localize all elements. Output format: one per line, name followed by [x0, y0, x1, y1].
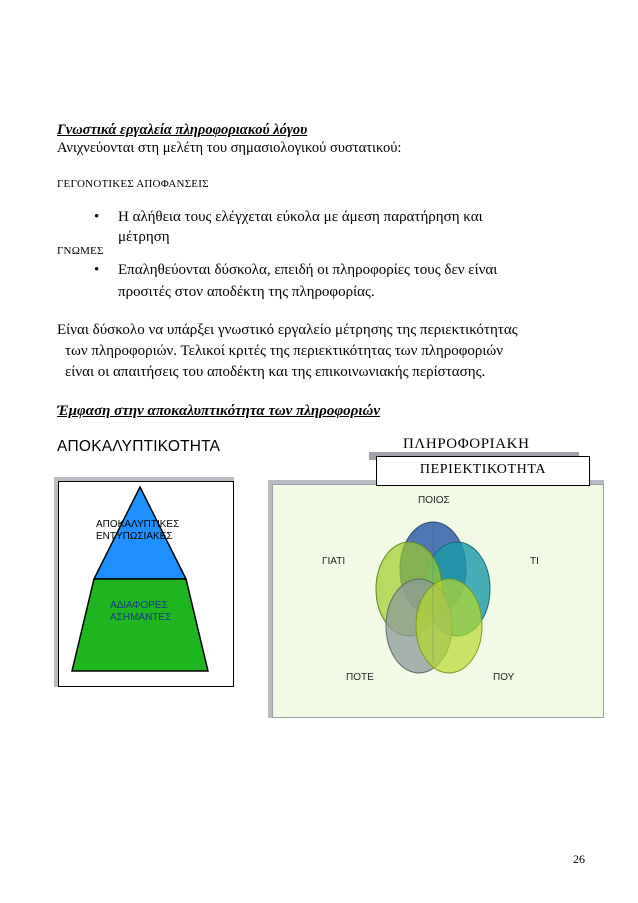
venn-label-why: ΓΙΑΤΙ — [322, 556, 346, 567]
section-heading: Γνωστικά εργαλεία πληροφοριακού λόγου — [57, 122, 308, 138]
opinions-label: ΓΝΩΜΕΣ — [57, 245, 104, 257]
pyramid-diagram — [58, 481, 234, 687]
venn-label-who: ΠΟΙΟΣ — [418, 495, 450, 506]
pyramid-bottom-section — [72, 579, 208, 671]
venn-label-when: ΠΟΤΕ — [346, 672, 374, 683]
bullet-dot: • — [94, 262, 100, 278]
paragraph-line2: των πληροφοριών. Τελικοί κριτές της περιεκτικότητας των πληροφοριών — [65, 343, 504, 359]
pyramid-top-label-2: ΕΝΤΥΠΩΣΙΑΚΕΣ — [96, 531, 173, 542]
paragraph-line1: Είναι δύσκολο να υπάρξει γνωστικό εργαλείο μέτρησης της περιεκτικότητας — [57, 322, 518, 338]
venn-label-where: ΠΟΥ — [493, 672, 515, 683]
left-diagram-title: ΑΠΟΚΑΛΥΠΤΙΚΟΤΗΤΑ — [57, 438, 221, 455]
facts-label: ΓΕΓΟΝΟΤΙΚΕΣ ΑΠΟΦΑΝΣΕΙΣ — [57, 178, 209, 190]
emphasis-heading: Έμφαση στην αποκαλυπτικότητα των πληροφοριών — [57, 403, 381, 419]
opinion-bullet-line1: Επαληθεύονται δύσκολα, επειδή οι πληροφορίες τους δεν είναι — [118, 262, 498, 278]
pyramid-bottom-label-1: ΑΔΙΑΦΟΡΕΣ — [110, 600, 168, 611]
pyramid-top-label-1: ΑΠΟΚΑΛΥΠΤΙΚΕΣ — [96, 519, 180, 530]
fact-bullet-line2: μέτρηση — [118, 229, 170, 245]
page-number: 26 — [573, 852, 585, 866]
venn-diagram — [272, 484, 604, 718]
opinion-bullet-line2: προσιτές στον αποδέκτη της πληροφορίας. — [118, 284, 375, 300]
venn-label-what: ΤΙ — [530, 556, 539, 567]
pyramid-bottom-label-2: ΑΣΗΜΑΝΤΕΣ — [110, 612, 172, 623]
right-diagram-title-top: ΠΛΗΡΟΦΟΡΙΑΚΗ — [403, 436, 530, 452]
venn-circle-where — [416, 579, 482, 673]
fact-bullet-line1: Η αλήθεια τους ελέγχεται εύκολα με άμεση παρατήρηση και — [118, 209, 483, 225]
paragraph-line3: είναι οι απαιτήσεις του αποδέκτη και της επικοινωνιακής περίστασης. — [65, 364, 486, 380]
intro-text: Ανιχνεύονται στη μελέτη του σημασιολογικού συστατικού: — [57, 140, 402, 156]
right-diagram-title-box: ΠΕΡΙΕΚΤΙΚΟΤΗΤΑ — [376, 456, 590, 486]
bullet-dot: • — [94, 209, 100, 225]
